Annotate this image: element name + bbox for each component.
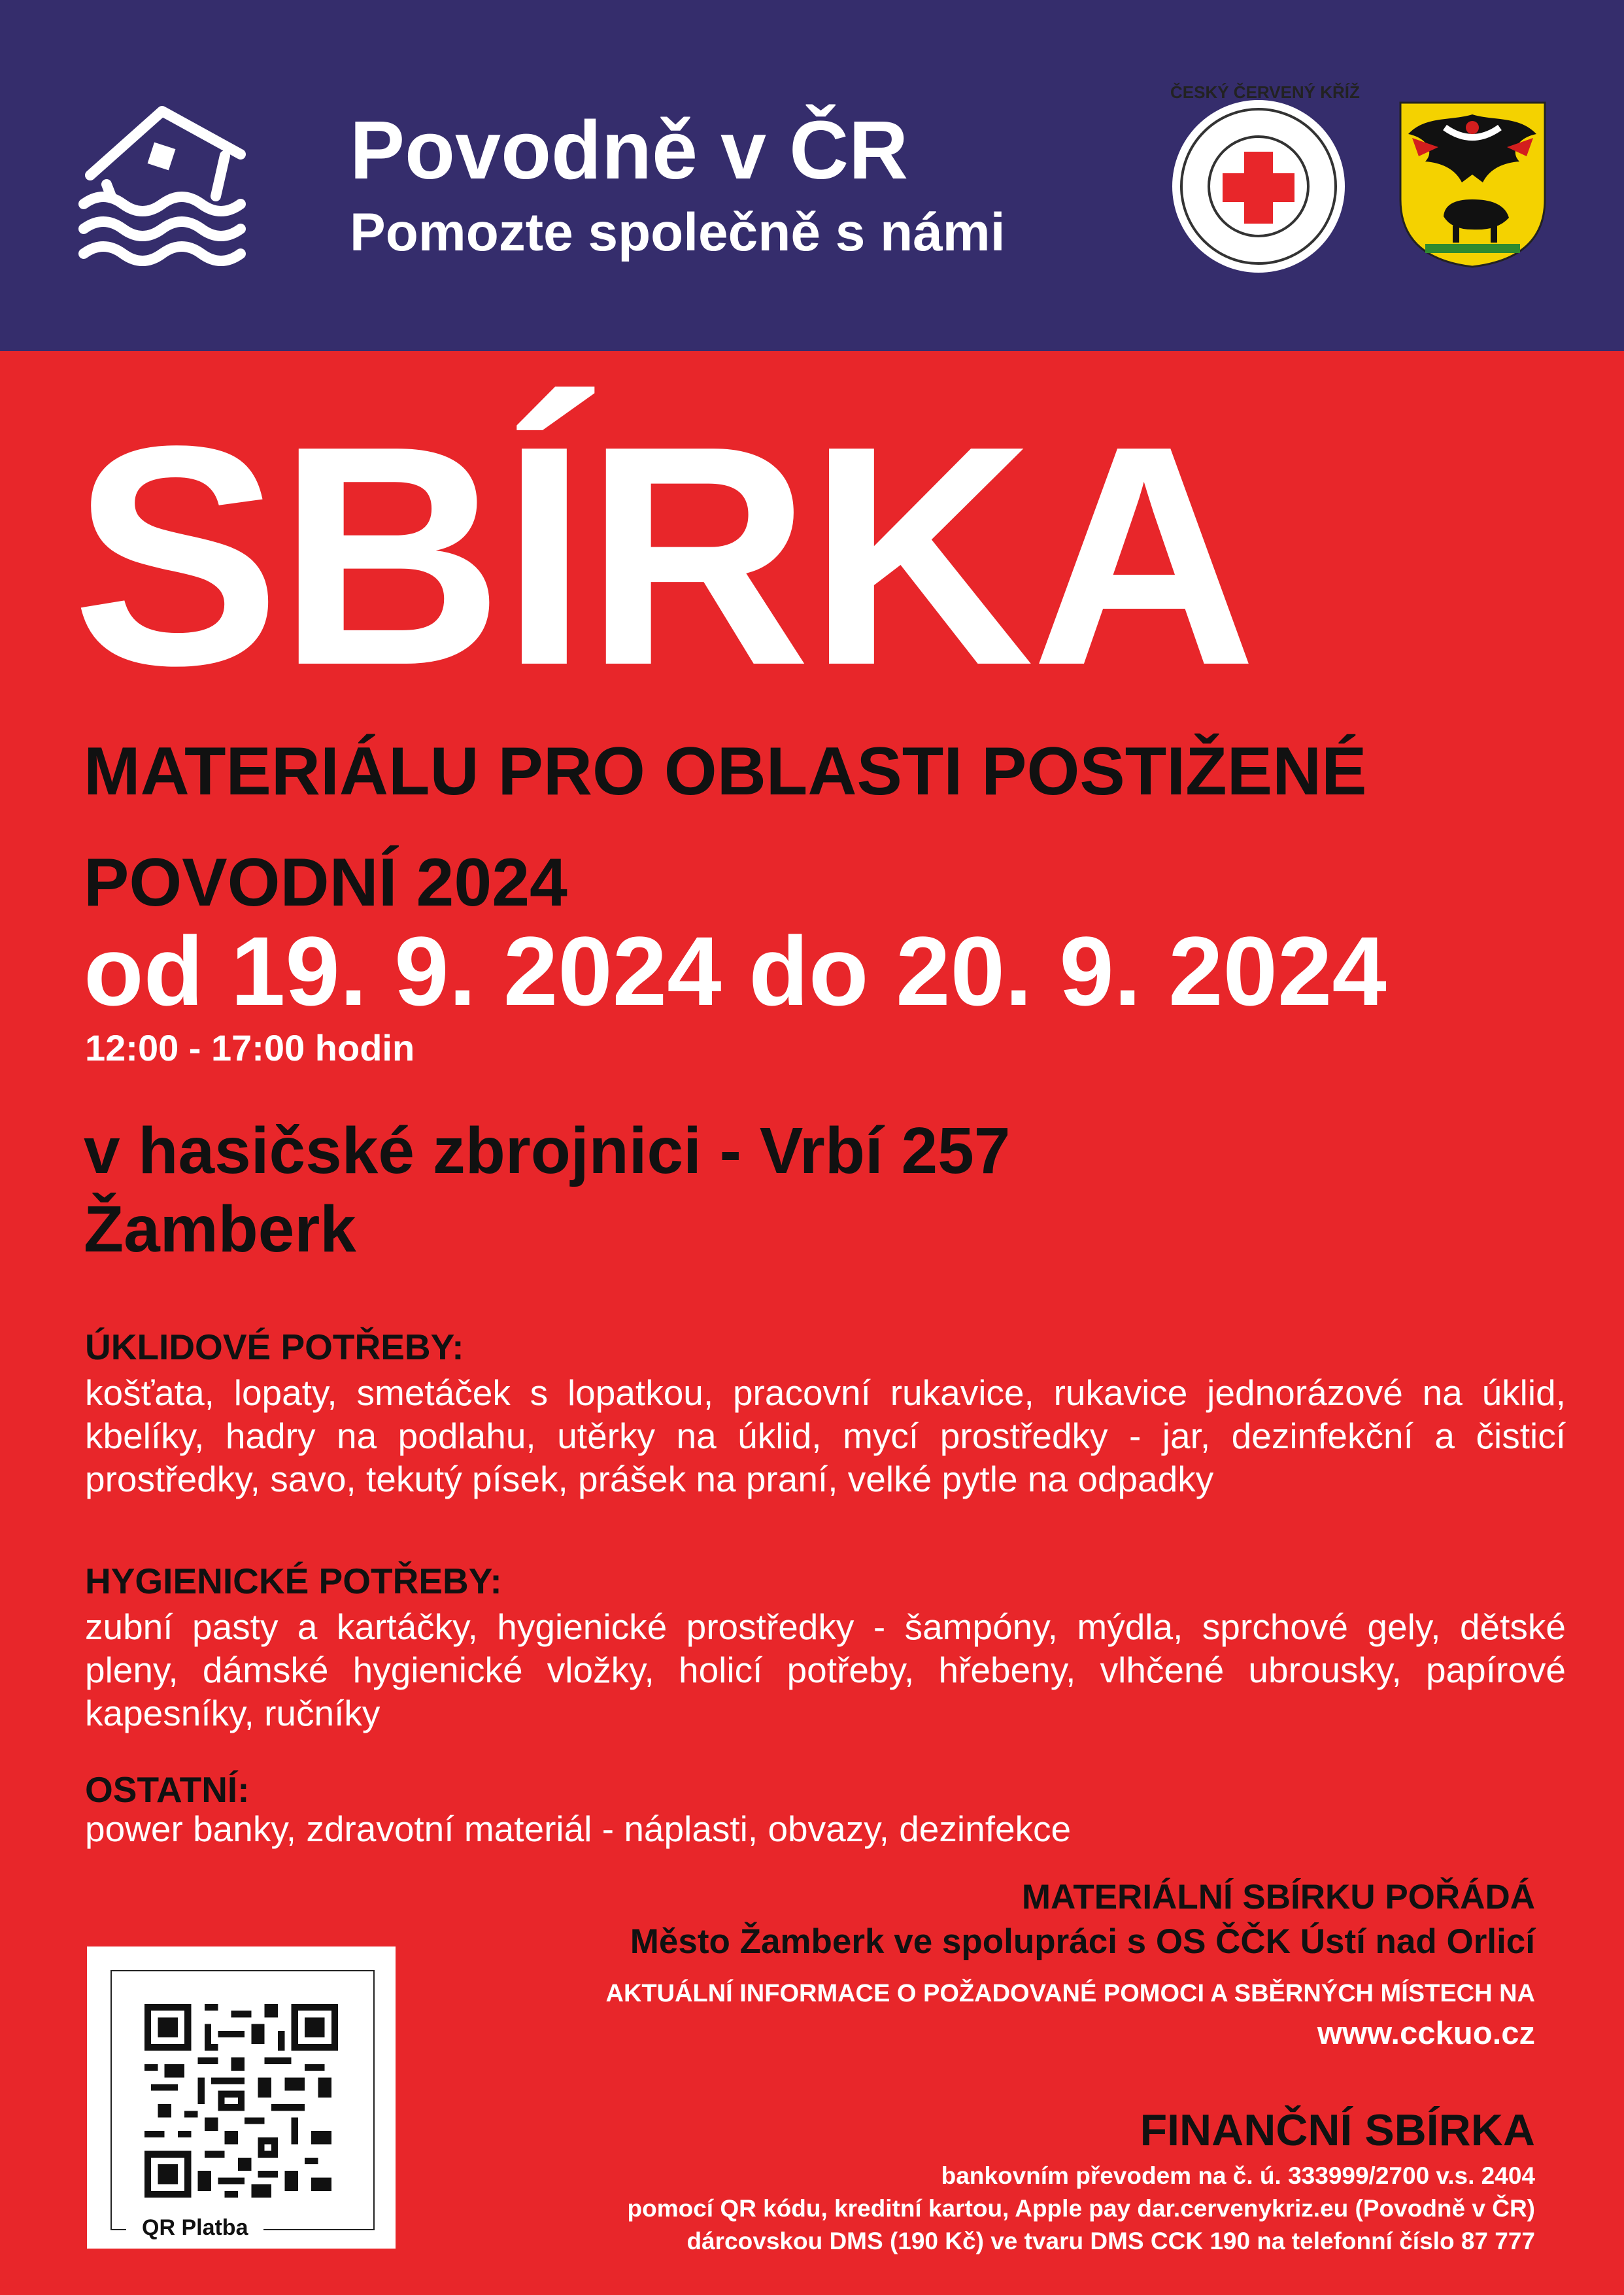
header-subtitle: Pomozte společně s námi (350, 203, 1006, 262)
czech-red-cross-logo (1170, 82, 1360, 275)
section-text-cleaning: košťata, lopaty, smetáček s lopatkou, pracovní rukavice, rukavice jednorázové na úklid, kbelíky, hadry na podlahu, utěrky na úklid, mycí prostředky - jar, dezinfekční a čisticí prostředky, savo, tekutý písek, prášek na praní, velké pytle na odpadky (85, 1372, 1566, 1499)
location-line1: v hasičské zbrojnici - Vrbí 257 (84, 1114, 1011, 1187)
section-title-other: OSTATNÍ: (85, 1769, 250, 1810)
zamberk-coat-of-arms (1399, 101, 1546, 268)
info-text: AKTUÁLNÍ INFORMACE O POŽADOVANÉ POMOCI A SBĚRNÝCH MÍSTECH NA (605, 1980, 1535, 2007)
qr-code-icon[interactable] (144, 2004, 338, 2198)
section-title-hygiene: HYGIENICKÉ POTŘEBY: (85, 1561, 502, 1601)
subheadline (84, 716, 1587, 938)
section-title-cleaning: ÚKLIDOVÉ POTŘEBY: (85, 1327, 464, 1367)
section-text-hygiene: zubní pasty a kartáčky, hygienické prostředky - šampóny, mýdla, sprchové gely, dětské pleny, dámské hygienické vložky, holicí potřeby, hřebeny, vlhčené ubrousky, papírové kapesníky, ručníky (85, 1606, 1566, 1733)
qr-label: QR Platba (126, 2215, 263, 2241)
flooded-house-icon (77, 98, 260, 262)
cck-ring-text: ČESKÝ ČERVENÝ KŘÍŽ (1170, 82, 1360, 102)
info-url-link[interactable]: www.cckuo.cz (1317, 2016, 1535, 2051)
collection-hours: 12:00 - 17:00 hodin (85, 1027, 415, 1068)
subheadline-line2: POVODNÍ 2024 (84, 845, 567, 921)
collection-location (84, 1112, 1010, 1268)
headline: SBÍRKA (72, 381, 1255, 730)
header-title: Povodně v ČR (350, 104, 909, 196)
subheadline-line1: MATERIÁLU PRO OBLASTI POSTIŽENÉ (84, 734, 1367, 809)
header-band (0, 0, 1624, 351)
collection-dates: od 19. 9. 2024 do 20. 9. 2024 (84, 916, 1387, 1026)
location-line2: Žamberk (84, 1193, 356, 1266)
financial-title: FINANČNÍ SBÍRKA (1140, 2105, 1535, 2155)
qr-payment-box[interactable] (87, 1946, 396, 2249)
financial-line2: pomocí QR kódu, kreditní kartou, Apple pay dar.cervenykriz.eu (Povodně v ČR) (627, 2195, 1535, 2222)
section-text-other: power banky, zdravotní materiál - náplasti, obvazy, dezinfekce (85, 1809, 1072, 1849)
organizer-name: Město Žamberk ve spolupráci s OS ČČK Ústí nad Orlicí (630, 1922, 1535, 1961)
organizer-title: MATERIÁLNÍ SBÍRKU POŘÁDÁ (1021, 1878, 1535, 1916)
financial-line3: dárcovskou DMS (190 Kč) ve tvaru DMS CCK 190 na telefonní číslo 87 777 (686, 2228, 1535, 2254)
financial-line1: bankovním převodem na č. ú. 333999/2700 v.s. 2404 (941, 2162, 1535, 2189)
